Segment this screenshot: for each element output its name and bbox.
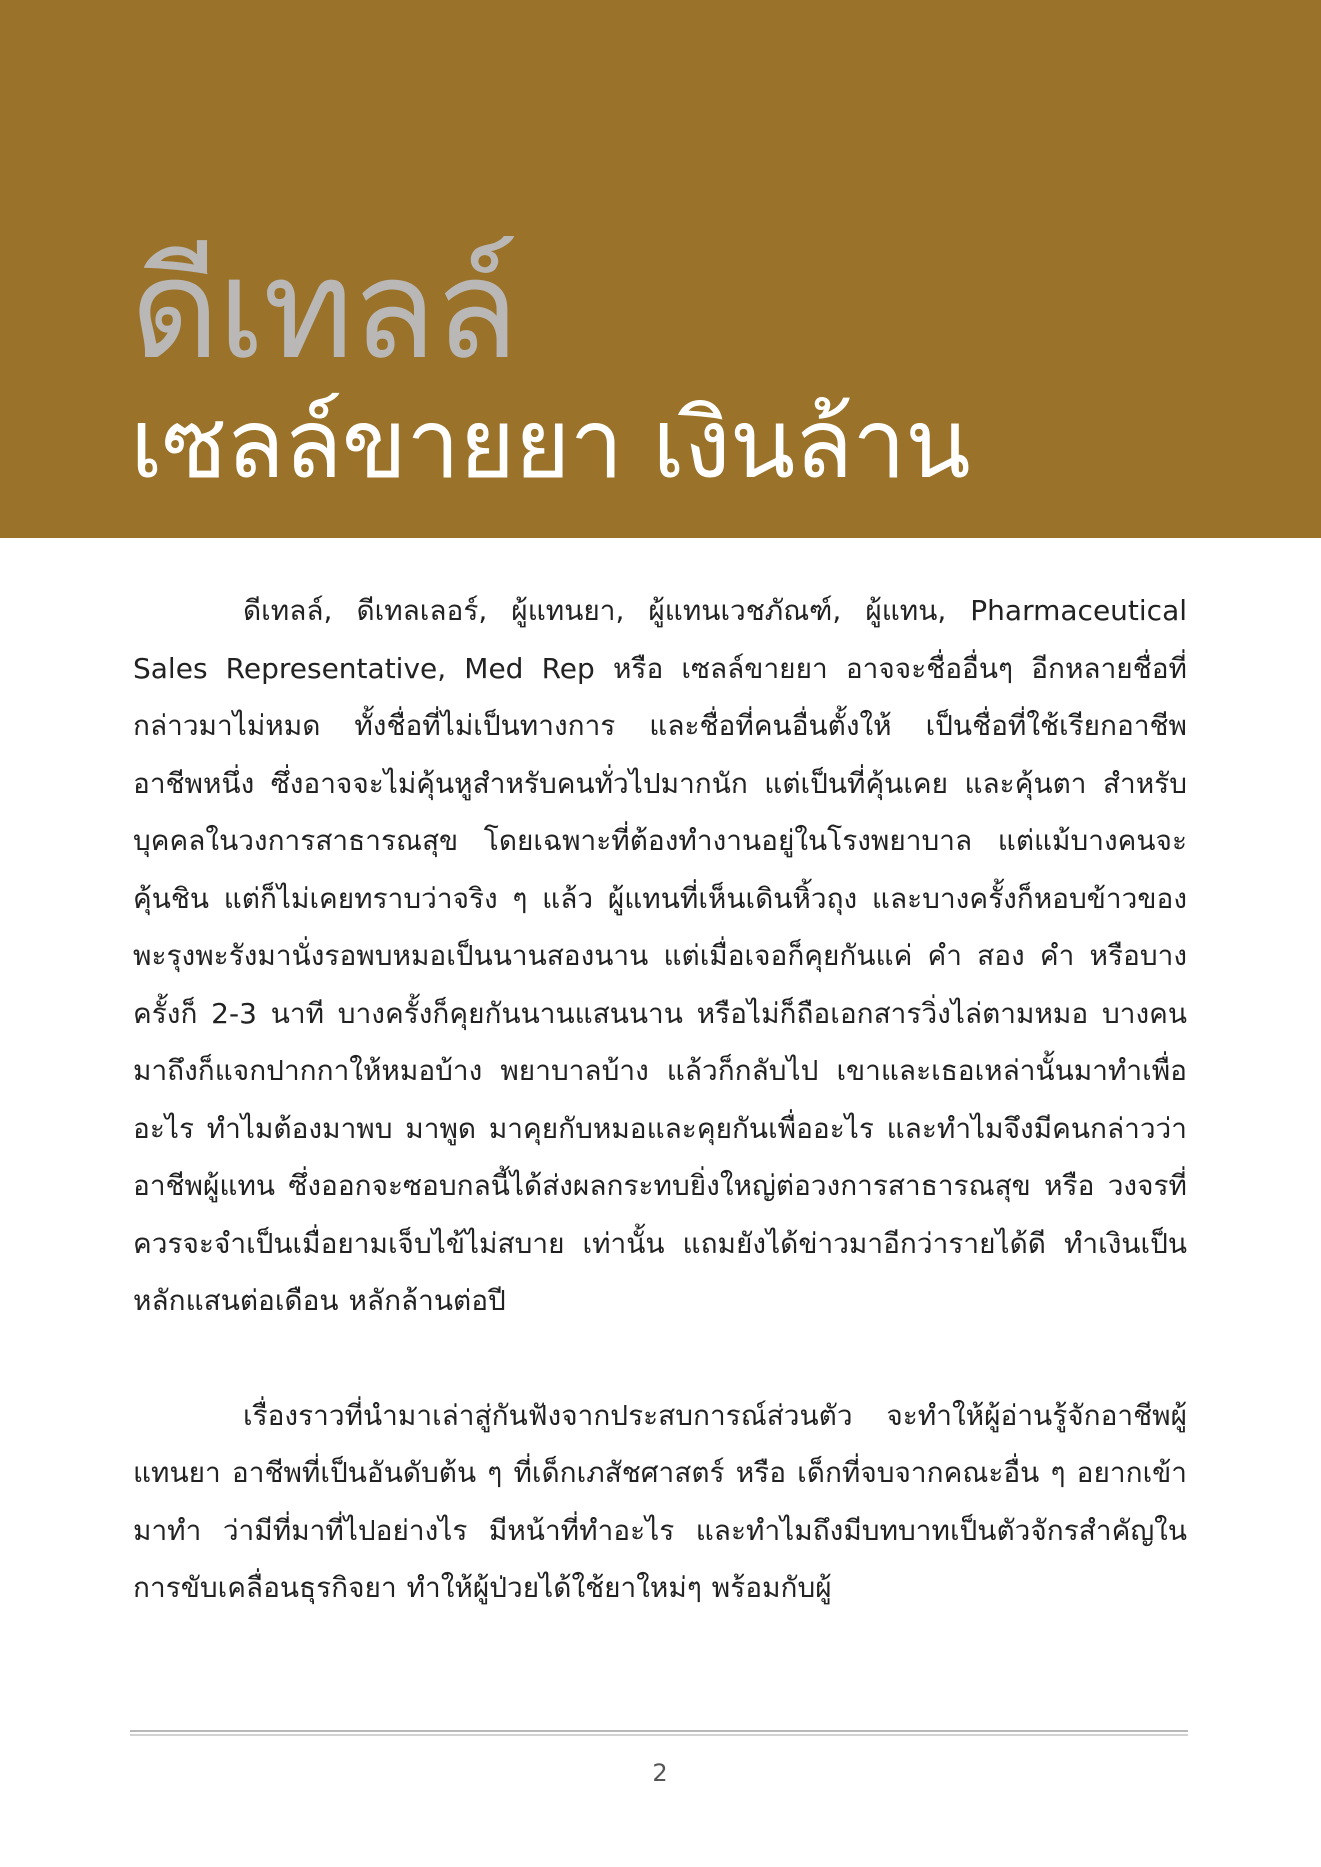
footer-divider bbox=[130, 1730, 1188, 1736]
paragraph-1: ดีเทลล์, ดีเทลเลอร์, ผู้แทนยา, ผู้แทนเวชภัณฑ์, ผู้แทน, Pharmaceutical Sales Representative, Med Rep หรือ เซลล์ขายยา อาจจะชื่ออื่นๆ อีกหลายชื่อที่กล่าวมาไม่หมด ทั้งชื่อที่ไม่เป็นทางการ และชื่อที่คนอื่นตั้งให้ เป็นชื่อที่ใช้เรียกอาชีพ อาชีพหนึ่ง ซึ่งอาจจะไม่คุ้นหูสำหรับคนทั่วไปมากนัก แต่เป็นที่คุ้นเคย และคุ้นตา สำหรับบุคคลในวงการสาธารณสุข โดยเฉพาะที่ต้องทำงานอยู่ในโรงพยาบาล แต่แม้บางคนจะคุ้นชิน แต่ก็ไม่เคยทราบว่าจริง ๆ แล้ว ผู้แทนที่เห็นเดินหิ้วถุง และบางครั้งก็หอบข้าวของพะรุงพะรังมานั่งรอพบหมอเป็นนานสองนาน แต่เมื่อเจอก็คุยกันแค่ คำ สอง คำ หรือบางครั้งก็ 2-3 นาที บางครั้งก็คุยกันนานแสนนาน หรือไม่ก็ถือเอกสารวิ่งไล่ตามหมอ บางคนมาถึงก็แจกปากกาให้หมอบ้าง พยาบาลบ้าง แล้วก็กลับไป เขาและเธอเหล่านั้นมาทำเพื่ออะไร ทำไมต้องมาพบ มาพูด มาคุยกับหมอและคุยกันเพื่ออะไร และทำไมจึงมีคนกล่าวว่า อาชีพผู้แทน ซึ่งออกจะซอบกลนี้ได้ส่งผลกระทบยิ่งใหญ่ต่อวงการสาธารณสุข หรือ วงจรที่ควรจะจำเป็นเมื่อยามเจ็บไข้ไม่สบาย เท่านั้น แถมยังได้ข่าวมาอีกว่ารายได้ดี ทำเงินเป็นหลักแสนต่อเดือน หลักล้านต่อปี bbox=[133, 594, 1187, 1317]
body-text bbox=[133, 582, 1187, 1617]
paragraph-2: เรื่องราวที่นำมาเล่าสู่กันฟังจากประสบการณ์ส่วนตัว จะทำให้ผู้อ่านรู้จักอาชีพผู้แทนยา อาชีพที่เป็นอันดับต้น ๆ ที่เด็กเภสัชศาสตร์ หรือ เด็กที่จบจากคณะอื่น ๆ อยากเข้ามาทำ ว่ามีที่มาที่ไปอย่างไร มีหน้าที่ทำอะไร และทำไมถึงมีบทบาทเป็นตัวจักรสำคัญในการขับเคลื่อนธุรกิจยา ทำให้ผู้ป่วยได้ใช้ยาใหม่ๆ พร้อมกับผู้ bbox=[133, 1398, 1187, 1604]
page-number: 2 bbox=[652, 1759, 668, 1787]
chapter-subtitle: เซลล์ขายยา เงินล้าน bbox=[130, 388, 970, 500]
chapter-title: ดีเทลล์ bbox=[130, 229, 517, 390]
header-band bbox=[0, 0, 1321, 538]
